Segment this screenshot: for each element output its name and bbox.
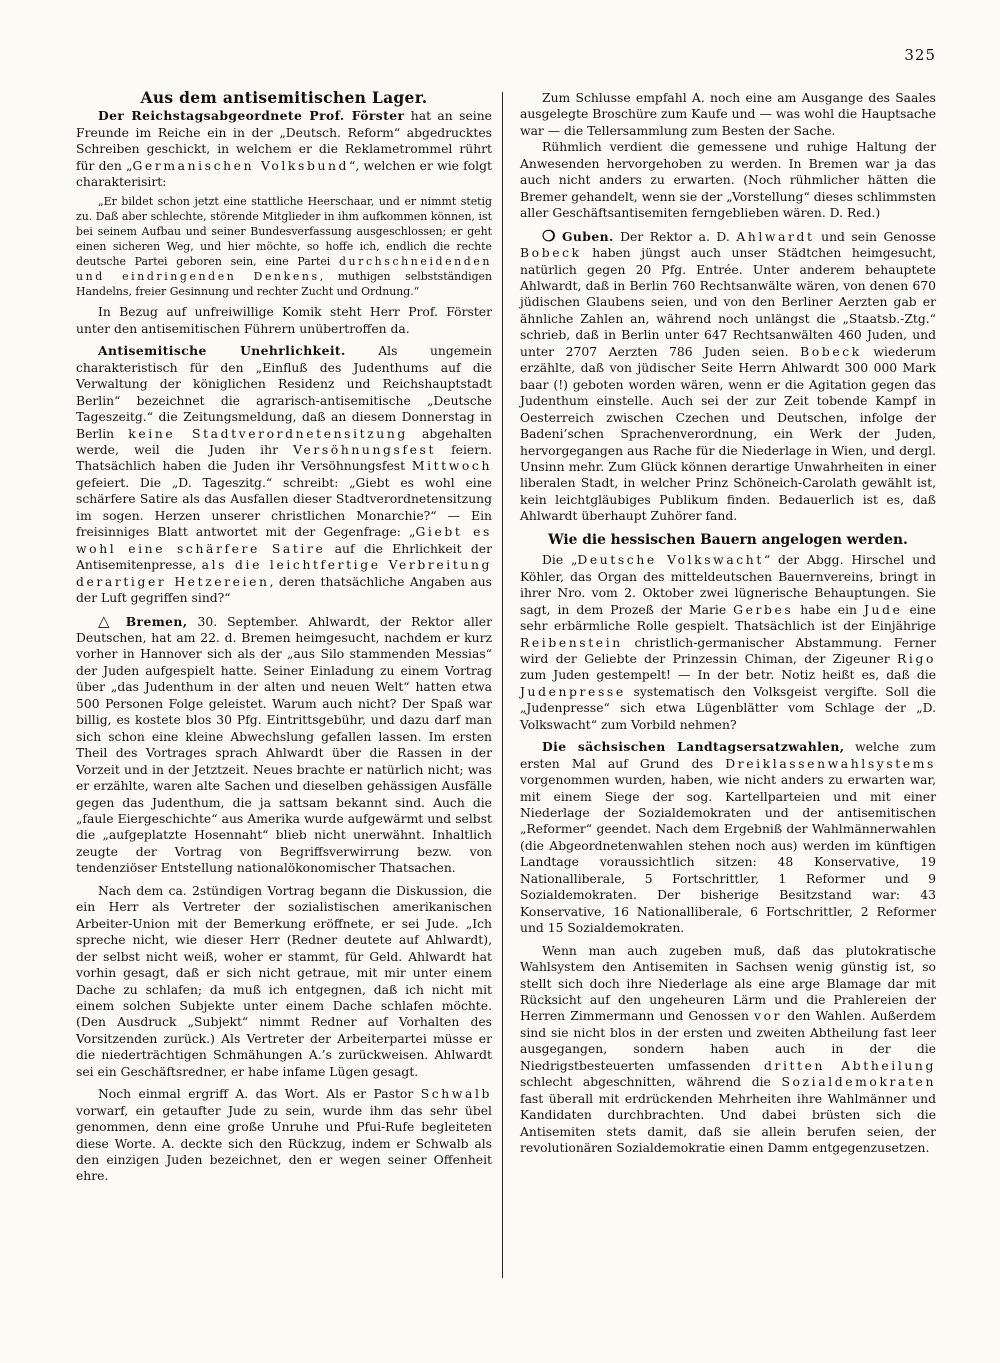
quote-volksbund: „Er bildet schon jetzt eine stattliche Heerschaar, und er nimmt stetig zu. Daß aber schlechte, störende Mitglieder in ihm aufkommen können, ist bei seinem Aufbau und seiner Bundesverfassung ausgeschlossen; er geht einen sicheren Weg, und hier möchte, so hoffe ich, endlich die rechte deutsche Partei geboren sein, eine Partei durchschneidenden und eindringenden Denkens, muthigen selbstständigen Handelns, freier Gesinnung und rechter Zucht und Ordnung.“ (76, 194, 492, 299)
paragraph-unehrlichkeit: Antisemitische Unehrlichkeit. Als ungemein charakteristisch für den „Einfluß des Judenthums auf die Verwaltung der königlichen Residenz und Reichshauptstadt Berlin“ bezeichnet die agrarisch-antisemitische „Deutsche Tageszeitg.“ die Zeitungsmeldung, daß an diesem Donnerstag in Berlin keine Stadtverordnetensitzung abgehalten werde, weil die Juden ihr Versöhnungsfest feiern. Thatsächlich haben die Juden ihr Versöhnungsfest Mittwoch gefeiert. Die „D. Tageszitg.“ schreibt: „Giebt es wohl eine schärfere Satire als das Ausfallen dieser Stadtverordnetensitzung im sogen. Herzen unserer christlichen Monarchie?“ — Ein freisinniges Blatt antwortet mit der Gegenfrage: „Giebt es wohl eine schärfere Satire auf die Ehrlichkeit der Antisemitenpresse, als die leichtfertige Verbreitung derartiger Hetzereien, deren thatsächliche Angaben aus der Luft gegriffen sind?“ (76, 343, 493, 606)
page-number: 325 (904, 46, 936, 64)
left-column (76, 90, 492, 1185)
circle-symbol: ❍ (542, 226, 556, 245)
paragraph-haltung: Rühmlich verdient die gemessene und ruhige Haltung der Anwesenden hervorgehoben zu werden. In Bremen war ja das auch nicht anders zu erwarten. (Noch rühmlicher hätten die Bremer gehandelt, wenn sie der „Vorstellung“ dieses schlimmsten aller Geschäftsantisemiten ferngeblieben wären. D. Red.) (520, 140, 936, 221)
right-column (520, 90, 936, 1157)
paragraph-schluss: Zum Schlusse empfahl A. noch eine am Ausgange des Saales ausgelegte Broschüre zum Kaufe und — was wohl die Hauptsache war — die Tellersammlung zum Besten der Sache. (520, 91, 936, 138)
paragraph-guben: ❍ Guben. Der Rektor a. D. Ahlwardt und sein Genosse Bobeck haben jüngst auch unser Städtchen heimgesucht, natürlich gegen 20 Pfg. Entrée. Unter anderem behauptete Ahlwardt, daß in Berlin 760 Rechtsanwälte wären, von denen 670 jüdischen Glaubens seien, und von den Berliner Aerzten gab er ähnliche Zahlen an, während noch unlängst die „Staatsb.-Ztg.“ schrieb, daß in Berlin unter 647 Rechtsanwälten 460 Juden, und unter 2707 Aerzten 786 Juden seien. Bobeck wiederum erzählte, daß von jüdischer Seite Herrn Ahlwardt 300 000 Mark baar (!) geboten worden wären, wenn er die Agitation gegen das Judenthum einstelle. Auch sei der zur Zeit tobende Kampf in Oesterreich zwischen Czechen und Deutschen, infolge der Badeni’schen Sprachenverordnung, ein Werk der Juden, hervorgegangen aus Rache für die Niederlage in Wien, und dergl. Unsinn mehr. Zum Glück können derartige Unwahrheiten in einer liberalen Stadt, in welcher Prinz Schöneich-Carolath gewählt ist, kein leichtgläubiges Publikum finden. Bedauerlich ist es, daß Ahlwardt überhaupt Zuhörer fand. (520, 226, 936, 524)
column-divider (502, 92, 503, 1278)
section-title-antisemitic-camp: Aus dem antisemitischen Lager. (140, 88, 428, 107)
paragraph-schwalb: Noch einmal ergriff A. das Wort. Als er Pastor Schwalb vorwarf, ein getaufter Jude zu sein, wurde ihm das sehr übel genommen, denn eine große Unruhe und Pfui-Rufe begleiteten diese Worte. A. deckte sich den Rückzug, indem er Schwalb als den einzigen Juden bezeichnet, den er wegen seiner Offenheit ehre. (76, 1087, 492, 1184)
paragraph-landtagswahlen: Die sächsischen Landtagsersatzwahlen, welche zum ersten Mal auf Grund des Dreiklassenwahlsystems vorgenommen wurden, haben, wie nicht anders zu erwarten war, mit einem Siege der sog. Kartellparteien und mit einer Niederlage der Sozialdemokraten und der antisemitischen „Reformer“ geendet. Nach dem Ergebniß der Wahlmännerwahlen (die Abgeordnetenwahlen stehen noch aus) werden im künftigen Landtage voraussichtlich sitzen: 48 Konservative, 19 Nationalliberale, 5 Fortschrittler, 1 Reformer und 9 Sozialdemokraten. Der bisherige Besitzstand war: 43 Konservative, 16 Nationalliberale, 6 Fortschrittler, 2 Reformer und 15 Sozialdemokraten. (520, 739, 937, 936)
paragraph-blamage: Wenn man auch zugeben muß, daß das plutokratische Wahlsystem den Antisemiten in Sachsen wenig günstig ist, so stellt sich doch ihre Niederlage als eine arge Blamage dar mit Rücksicht auf den ungeheuren Lärm und die Prahlereien der Herren Zimmermann und Genossen vor den Wahlen. Außerdem sind sie nicht blos in der ersten und zweiten Abtheilung fast leer ausgegangen, sondern haben auch in der die Niedrigstbesteuerten umfassenden dritten Abtheilung schlecht abgeschnitten, während die Sozialdemokraten fast überall mit erdrückenden Mehrheiten ihre Wahlmänner und Kandidaten durchbrachten. Und dabei brüsten sich die Antisemiten stets damit, daß sie allein berufen seien, der revolutionären Sozialdemokratie einen Damm entgegenzusetzen. (520, 943, 936, 1156)
paragraph-diskussion: Nach dem ca. 2stündigen Vortrag begann die Diskussion, die ein Herr als Vertreter der sozialistischen amerikanischen Arbeiter-Union mit der Bemerkung eröffnete, er sei Jude. „Ich spreche nicht, wie dieser Herr (Redner deutete auf Ahlwardt), der selbst nicht weiß, woher er stammt, für Geld. Ahlwardt hat vorhin gesagt, daß er sich nicht getraue, mit mir unter einem Dache zu schlafen; da muß ich entgegnen, daß ich nicht mit einem solchen Subjekte unter einem Dache schlafen möchte. (Den Ausdruck „Subjekt“ nimmt Redner auf Vorhalten des Vorsitzenden zurück.) Als Vertreter der Arbeiterpartei müsse er die niederträchtigen Schmähungen A.’s zurückweisen. Ahlwardt sei ein Geschäftsredner, er habe infame Lügen gesagt. (76, 883, 492, 1079)
paragraph-volkswacht: Die „Deutsche Volkswacht“ der Abgg. Hirschel und Köhler, das Organ des mitteldeutschen Bauernvereins, bringt in ihrer Nro. vom 2. Oktober zwei lügnerische Behauptungen. Sie sagt, in dem Prozeß der Marie Gerbes habe ein Jude eine sehr erbärmliche Rolle gespielt. Thatsächlich ist der Einjährige Reibenstein christlich-germanischer Abstammung. Ferner wird der Geliebte der Prinzessin Chiman, der Zigeuner Rigo zum Juden gestempelt! — In der betr. Notiz heißt es, daß die Judenpresse systematisch den Volksgeist vergifte. Soll die „Judenpresse“ sich etwa Lügenblätter vom Schlage der „D. Volkswacht“ zum Vorbild nehmen? (520, 553, 936, 732)
paragraph-komik: In Bezug auf unfreiwillige Komik steht Herr Prof. Förster unter den antisemitischen Führern unübertroffen da. (76, 305, 492, 336)
triangle-symbol: △ (98, 611, 116, 630)
section-title-hessian-farmers: Wie die hessischen Bauern angelogen werden. (548, 531, 908, 548)
paragraph-foerster: Der Reichstagsabgeordnete Prof. Förster hat an seine Freunde im Reiche ein in der „Deutsch. Reform“ abgedrucktes Schreiben geschickt, in welchem er die Reklametrommel rührt für den „Germanischen Volksbund“, welchen er wie folgt charakterisirt: (76, 108, 492, 190)
paragraph-bremen: △ Bremen, 30. September. Ahlwardt, der Rektor aller Deutschen, hat am 22. d. Bremen heimgesucht, nachdem er kurz vorher in Hannover sich als der „aus Silo stammenden Messias“ der Juden aufgespielt hatte. Seiner Einladung zu einem Vortrag über „das Judenthum in der alten und neuen Welt“ hatten etwa 500 Personen Folge geleistet. Warum auch nicht? Der Spaß war billig, es kostete blos 30 Pfg. Eintrittsgebühr, und dazu darf man sich schon eine kleine Abwechslung gefallen lassen. Im ersten Theil des Vortrages sprach Ahlwardt über die Rassen in der Vorzeit und in der Jetztzeit. Neues brachte er natürlich nicht; was er erzählte, waren alte Sachen und dieselben gehässigen Ausfälle gegen das Judenthum, die ja sattsam bekannt sind. Auch die „faule Eiergeschichte“ aus Amerika wurde aufgewärmt und selbst die „aufgeplatzte Hosennaht“ blieb nicht unerwähnt. Inhaltlich zeugte der Vortrag von Begriffsverwirrung bezw. von tendenziöser Entstellung nationalökonomischer Thatsachen. (76, 611, 492, 876)
